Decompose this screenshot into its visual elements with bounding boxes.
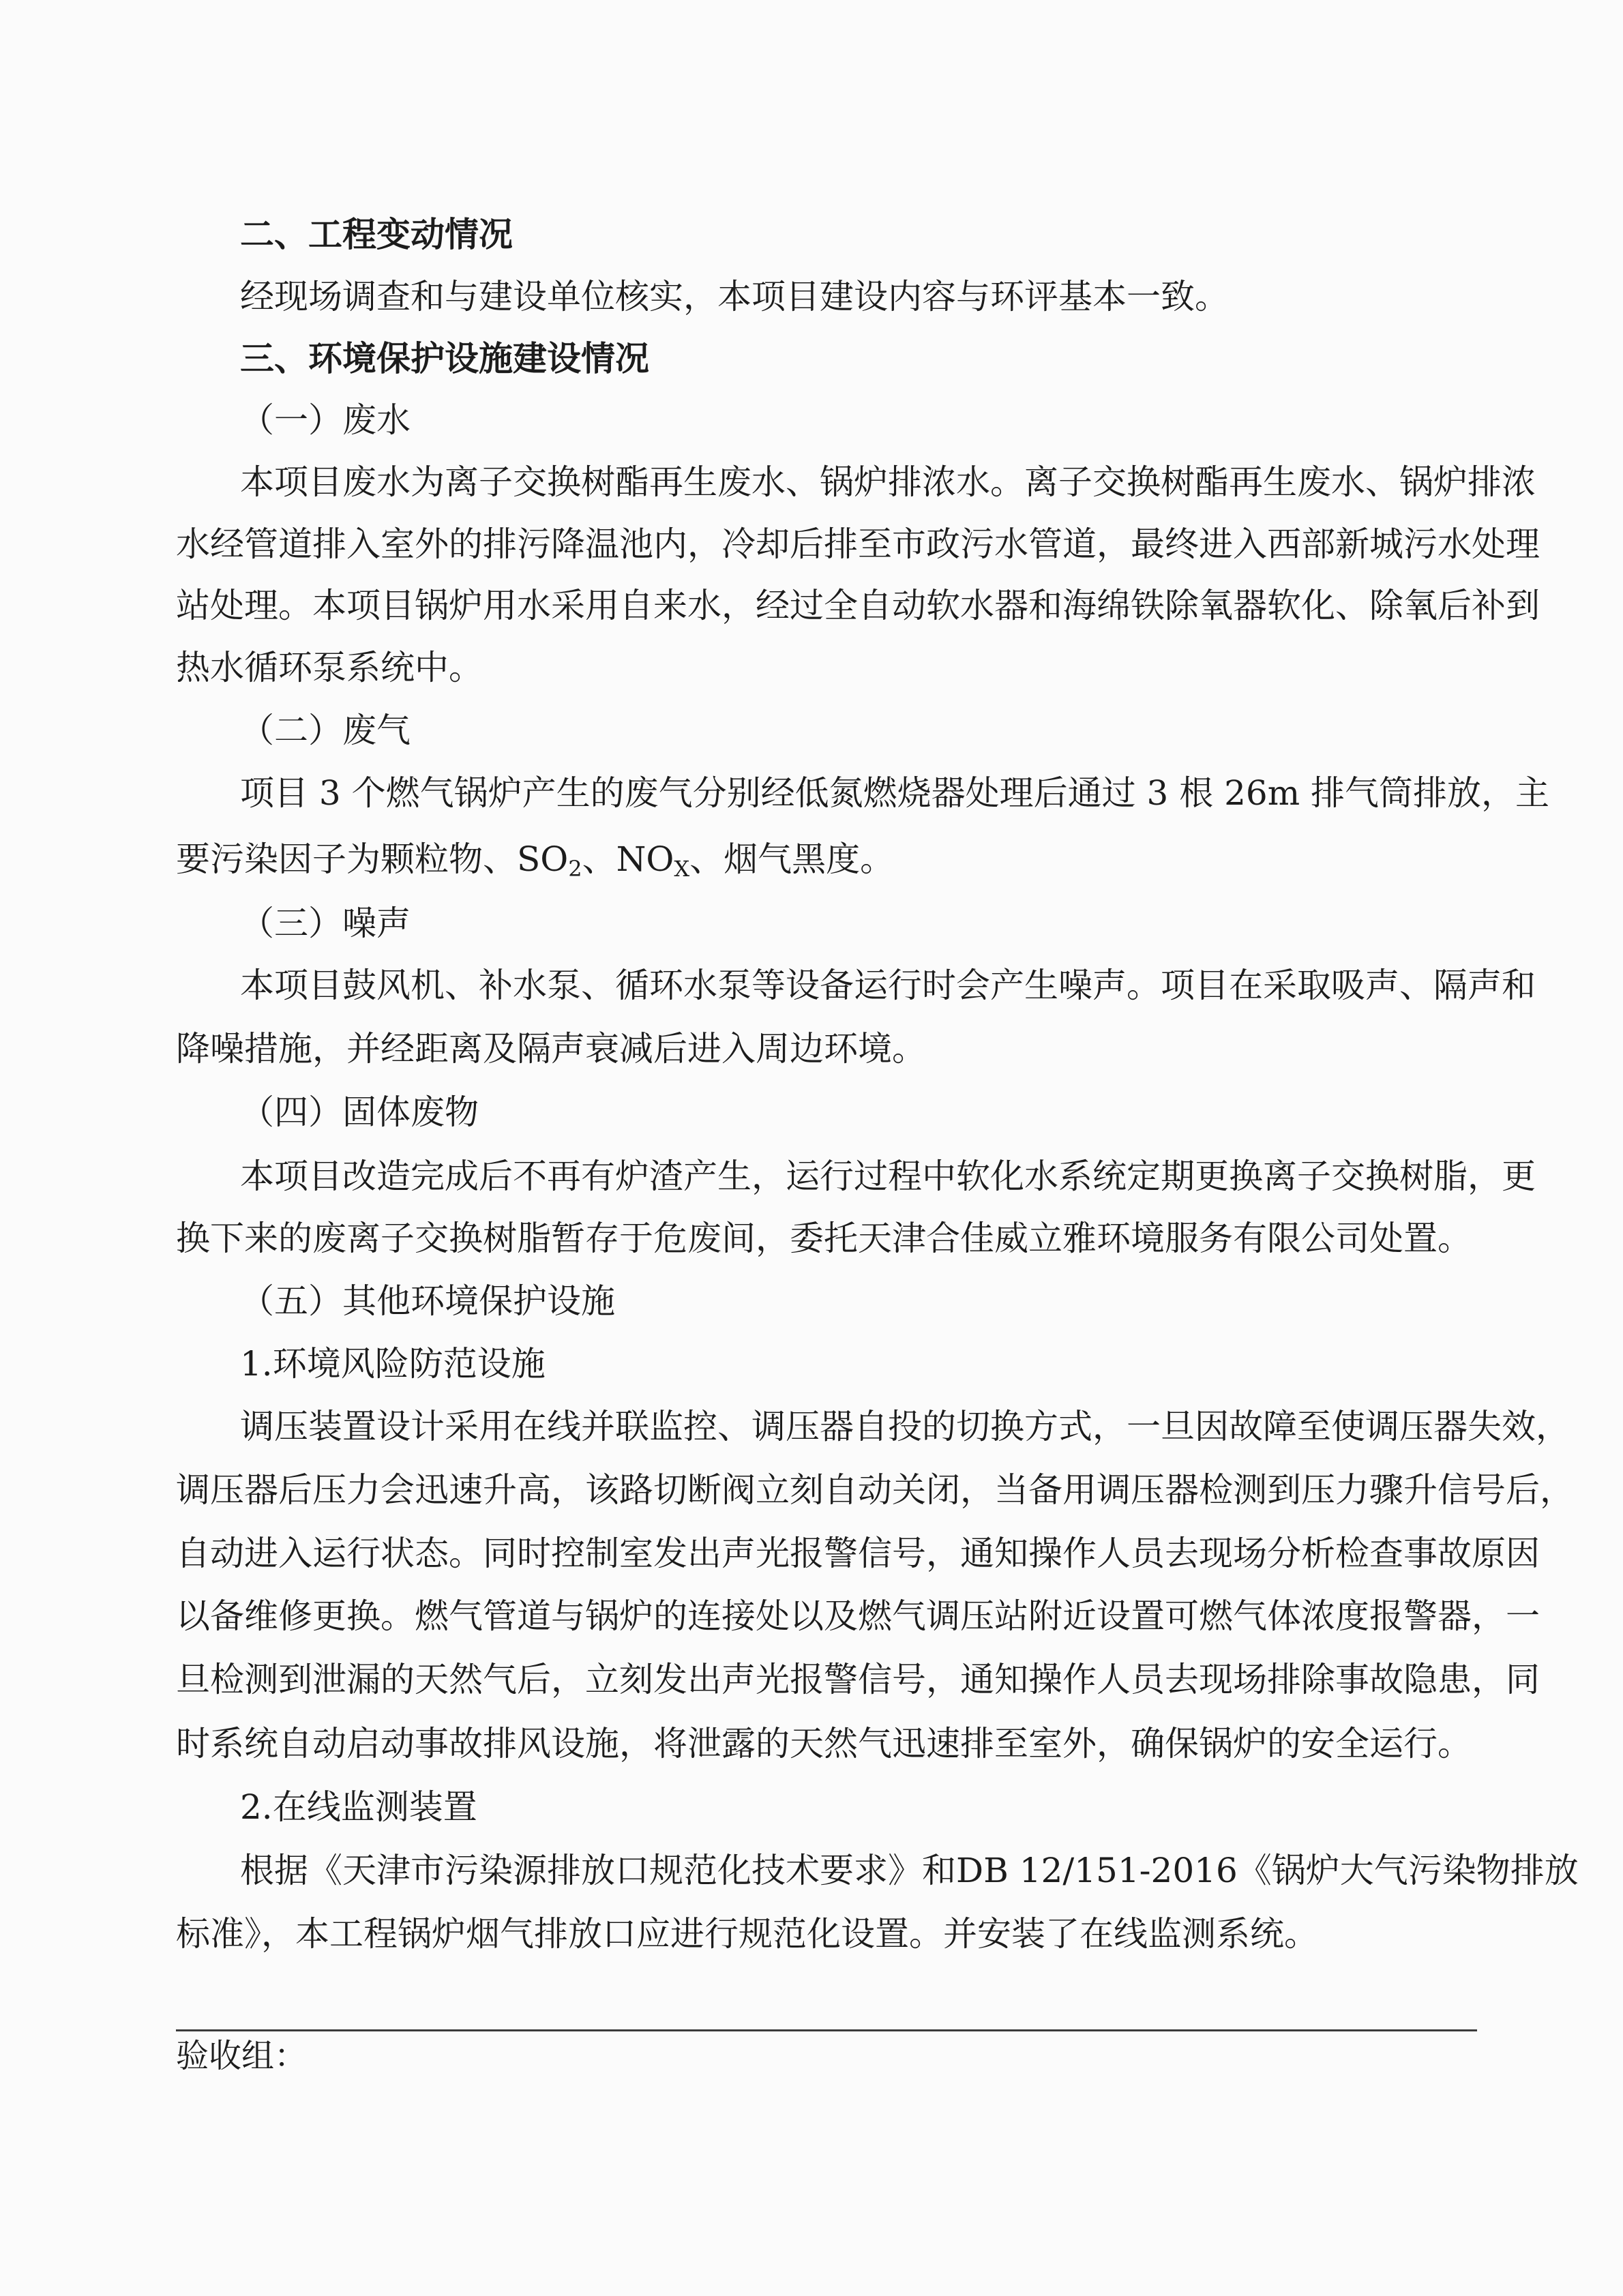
paragraph-line: 换下来的废离子交换树脂暂存于危废间，委托天津合佳威立雅环境服务有限公司处置。	[176, 1219, 1472, 1258]
paragraph-line: 自动进入运行状态。同时控制室发出声光报警信号，通知操作人员去现场分析检查事故原因	[176, 1534, 1540, 1573]
item-heading-monitoring: 2.在线监测装置	[240, 1787, 477, 1827]
paragraph-line: 根据《天津市污染源排放口规范化技术要求》和DB 12/151-2016《锅炉大气污染物排放	[240, 1851, 1579, 1890]
paragraph-changes: 经现场调查和与建设单位核实，本项目建设内容与环评基本一致。	[240, 277, 1229, 316]
paragraph-line: 调压装置设计采用在线并联监控、调压器自投的切换方式，一旦因故障至使调压器失效，	[240, 1407, 1570, 1446]
item-heading-risk: 1.环境风险防范设施	[240, 1344, 546, 1384]
pollutants-rendered: 要污染因子为颗粒物、$SO_2$、$NO_X$、烟气黑度。	[176, 839, 895, 882]
section-heading-changes: 二、工程变动情况	[240, 214, 513, 254]
paragraph-line: 热水循环泵系统中。	[176, 648, 483, 687]
paragraph-line: 站处理。本项目锅炉用水采用自来水，经过全自动软水器和海绵铁除氧器软化、除氧后补到	[176, 586, 1540, 625]
paragraph-line: 调压器后压力会迅速升高，该路切断阀立刻自动关闭，当备用调压器检测到压力骤升信号后，	[176, 1470, 1574, 1510]
footer-acceptance-group: 验收组：	[176, 2037, 308, 2075]
section-heading-env-facilities: 三、环境保护设施建设情况	[240, 338, 649, 378]
paragraph-line: 降噪措施，并经距离及隔声衰减后进入周边环境。	[176, 1029, 926, 1069]
paragraph-line: 项目 3 个燃气锅炉产生的废气分别经低氮燃烧器处理后通过 3 根 26m 排气筒排放，主	[240, 773, 1550, 813]
paragraph-line: 本项目废水为离子交换树酯再生废水、锅炉排浓水。离子交换树酯再生废水、锅炉排浓	[240, 462, 1536, 502]
subheading-wastewater: （一）废水	[240, 400, 411, 440]
subheading-other: （五）其他环境保护设施	[240, 1281, 615, 1321]
paragraph-line: 标准》，本工程锅炉烟气排放口应进行规范化设置。并安装了在线监测系统。	[176, 1914, 1318, 1954]
footer-divider	[176, 2029, 1477, 2031]
paragraph-line: 本项目鼓风机、补水泵、循环水泵等设备运行时会产生噪声。项目在采取吸声、隔声和	[240, 966, 1536, 1005]
paragraph-line: 旦检测到泄漏的天然气后，立刻发出声光报警信号，通知操作人员去现场排除事故隐患，同	[176, 1660, 1540, 1699]
paragraph-line: 水经管道排入室外的排污降温池内，冷却后排至市政污水管道，最终进入西部新城污水处理	[176, 524, 1540, 564]
subheading-noise: （三）噪声	[240, 904, 411, 943]
paragraph-line: 以备维修更换。燃气管道与锅炉的连接处以及燃气调压站附近设置可燃气体浓度报警器，一	[176, 1596, 1540, 1636]
paragraph-line: 本项目改造完成后不再有炉渣产生，运行过程中软化水系统定期更换离子交换树脂，更	[240, 1157, 1536, 1196]
subheading-solid-waste: （四）固体废物	[240, 1092, 479, 1132]
subheading-exhaust: （二）废气	[240, 711, 411, 750]
paragraph-line: 时系统自动启动事故排风设施，将泄露的天然气迅速排至室外，确保锅炉的安全运行。	[176, 1724, 1472, 1763]
paragraph-line-pollutants	[176, 839, 1472, 880]
